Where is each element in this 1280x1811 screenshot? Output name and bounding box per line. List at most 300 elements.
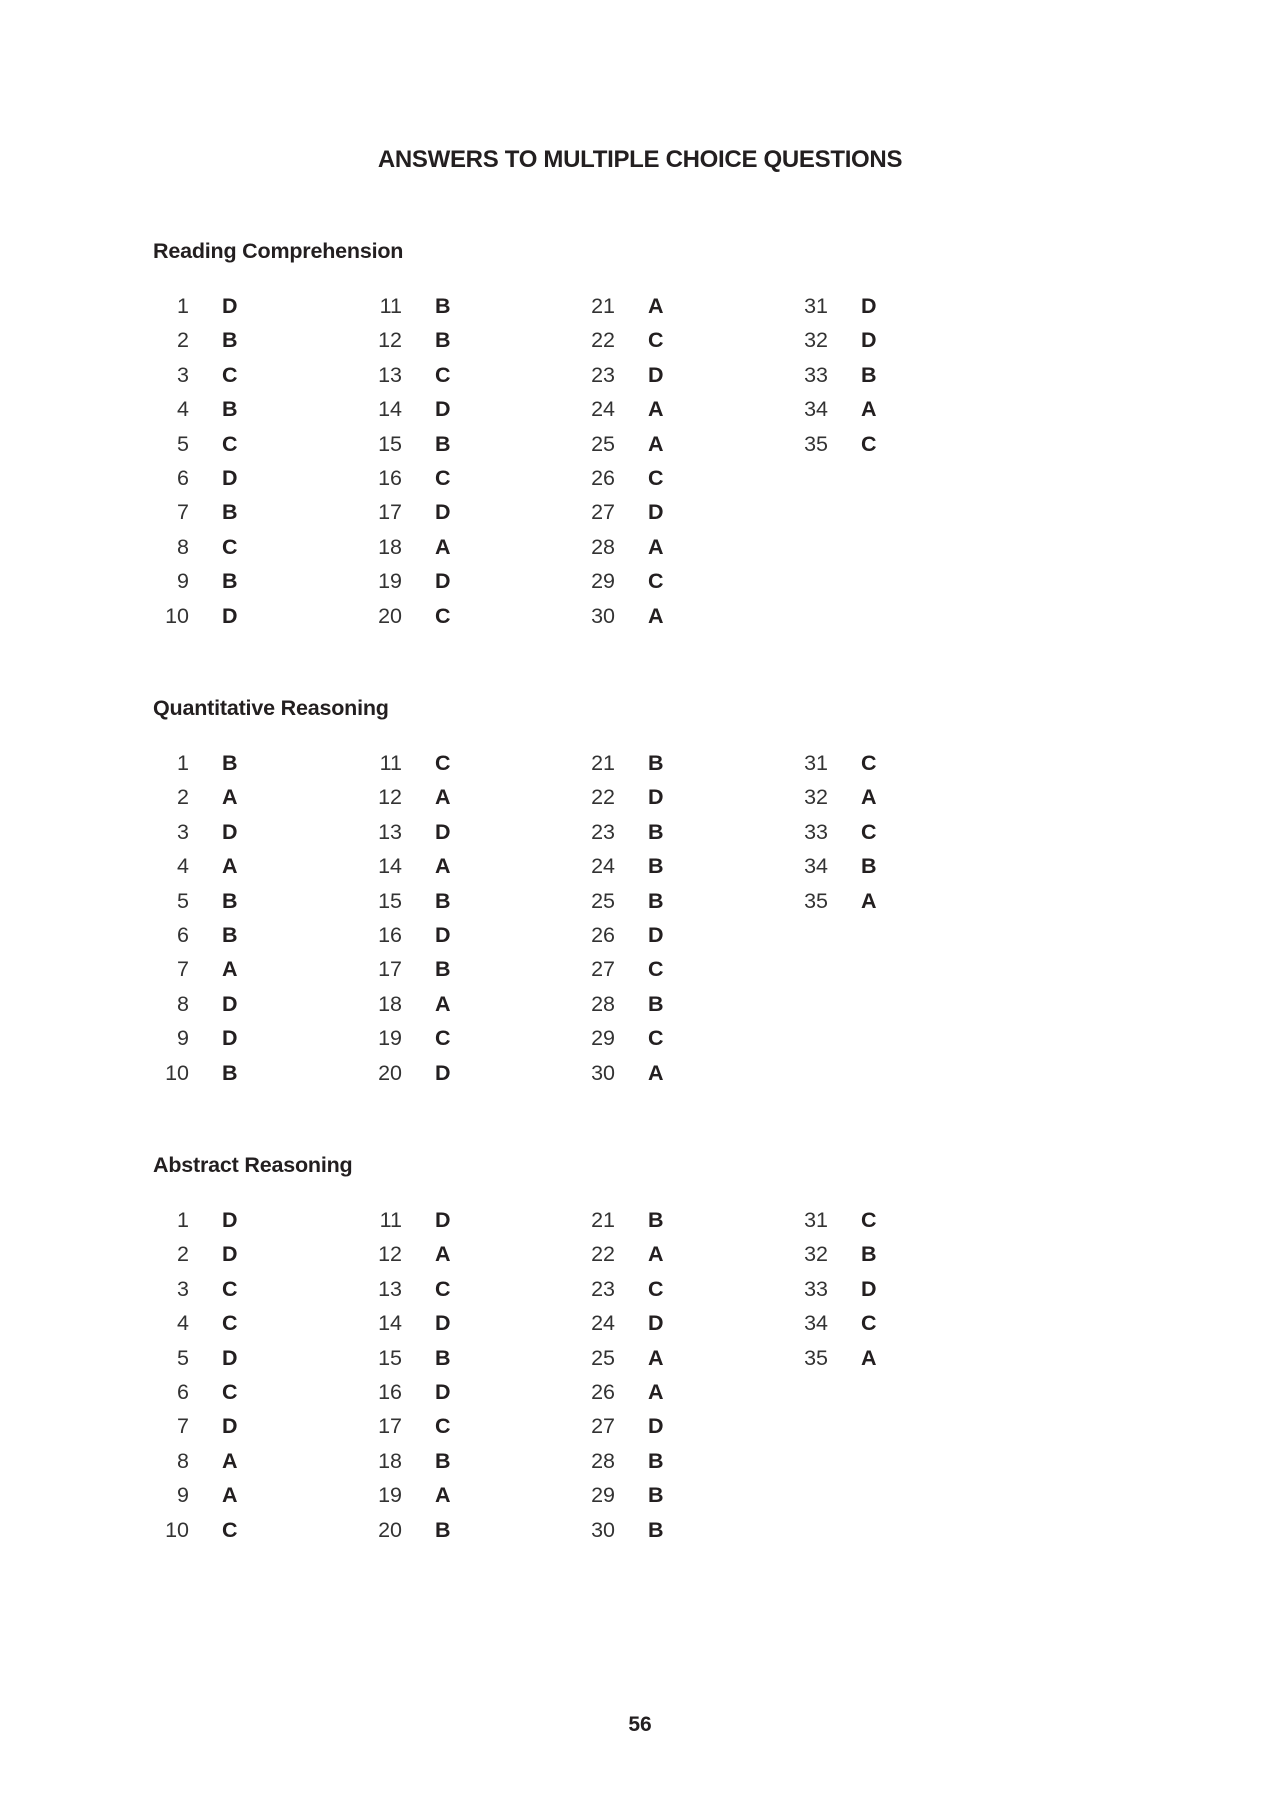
- answer-row: [153, 599, 273, 633]
- answer-row: [153, 495, 273, 529]
- question-number: 30: [591, 1517, 615, 1542]
- answer-letter: A: [222, 1483, 238, 1508]
- question-number: 27: [591, 1414, 615, 1439]
- answer-letter: B: [222, 500, 238, 525]
- answer-letter: C: [861, 819, 877, 844]
- answer-letter: D: [861, 1276, 877, 1301]
- question-number: 32: [804, 1242, 828, 1267]
- question-number: 5: [177, 888, 189, 913]
- answer-row: [579, 1341, 699, 1375]
- answer-letter: B: [435, 957, 451, 982]
- answer-letter: A: [435, 991, 451, 1016]
- answer-letter: B: [222, 328, 238, 353]
- answer-letter: A: [435, 854, 451, 879]
- answer-column: [579, 746, 699, 1090]
- answer-row: [153, 746, 273, 780]
- question-number: 12: [378, 328, 402, 353]
- answer-letter: C: [861, 751, 877, 775]
- answer-letter: B: [648, 1483, 664, 1508]
- answer-column: [792, 289, 912, 461]
- question-number: 35: [804, 888, 828, 913]
- question-number: 17: [378, 957, 402, 982]
- answer-letter: A: [435, 1242, 451, 1267]
- answer-letter: B: [861, 362, 877, 387]
- answer-row: [792, 780, 912, 814]
- answer-letter: B: [222, 922, 238, 947]
- question-number: 12: [378, 1242, 402, 1267]
- question-number: 17: [378, 500, 402, 525]
- question-number: 10: [165, 1060, 189, 1085]
- answer-row: [153, 564, 273, 598]
- answer-row: [366, 987, 486, 1021]
- answer-section: [153, 1150, 1153, 1542]
- answer-row: [366, 530, 486, 564]
- answer-letter: B: [648, 751, 664, 775]
- answer-letter: D: [222, 819, 238, 844]
- answer-row: [579, 1513, 699, 1547]
- answer-row: [153, 289, 273, 323]
- answer-row: [153, 952, 273, 986]
- question-number: 15: [378, 431, 402, 456]
- question-number: 3: [177, 362, 189, 387]
- question-number: 20: [378, 1060, 402, 1085]
- answer-letter: C: [435, 1026, 451, 1051]
- question-number: 33: [804, 1276, 828, 1301]
- answer-row: [579, 461, 699, 495]
- answer-letter: C: [222, 1311, 238, 1336]
- question-number: 6: [177, 465, 189, 490]
- answer-letter: C: [435, 465, 451, 490]
- answer-columns: [153, 289, 1153, 649]
- answer-row: [579, 884, 699, 918]
- answer-column: [153, 289, 273, 633]
- answer-row: [153, 1409, 273, 1443]
- answer-letter: A: [648, 1379, 664, 1404]
- answer-row: [366, 849, 486, 883]
- question-number: 23: [591, 819, 615, 844]
- answer-letter: D: [222, 1208, 238, 1232]
- answer-row: [153, 1237, 273, 1271]
- answer-row: [366, 746, 486, 780]
- answer-row: [792, 1272, 912, 1306]
- answer-row: [366, 495, 486, 529]
- answer-letter: C: [861, 1208, 877, 1232]
- question-number: 10: [165, 603, 189, 628]
- answer-letter: D: [435, 1060, 451, 1085]
- answer-row: [153, 987, 273, 1021]
- answer-row: [366, 815, 486, 849]
- question-number: 14: [378, 1311, 402, 1336]
- question-number: 5: [177, 431, 189, 456]
- answer-letter: C: [435, 1276, 451, 1301]
- answer-row: [153, 1306, 273, 1340]
- question-number: 9: [177, 1026, 189, 1051]
- answer-letter: C: [435, 603, 451, 628]
- question-number: 20: [378, 1517, 402, 1542]
- section-heading: Reading Comprehension: [153, 239, 404, 263]
- answer-letter: B: [435, 328, 451, 353]
- question-number: 10: [165, 1517, 189, 1542]
- question-number: 30: [591, 1060, 615, 1085]
- answer-letter: A: [222, 957, 238, 982]
- question-number: 26: [591, 465, 615, 490]
- answer-row: [366, 392, 486, 426]
- question-number: 35: [804, 431, 828, 456]
- answer-letter: D: [861, 294, 877, 318]
- question-number: 31: [804, 751, 828, 775]
- question-number: 18: [378, 534, 402, 559]
- question-number: 26: [591, 1379, 615, 1404]
- question-number: 31: [804, 1208, 828, 1232]
- answer-row: [579, 918, 699, 952]
- answer-row: [366, 952, 486, 986]
- question-number: 16: [378, 922, 402, 947]
- answer-row: [153, 427, 273, 461]
- answer-row: [579, 530, 699, 564]
- answer-row: [579, 1272, 699, 1306]
- answer-letter: B: [222, 569, 238, 594]
- answer-letter: B: [435, 888, 451, 913]
- answer-row: [579, 427, 699, 461]
- question-number: 6: [177, 922, 189, 947]
- answer-row: [153, 1056, 273, 1090]
- answer-letter: A: [648, 534, 664, 559]
- question-number: 32: [804, 785, 828, 810]
- question-number: 5: [177, 1345, 189, 1370]
- question-number: 23: [591, 1276, 615, 1301]
- question-number: 25: [591, 1345, 615, 1370]
- answer-row: [153, 1203, 273, 1237]
- answer-row: [579, 815, 699, 849]
- answer-letter: C: [648, 957, 664, 982]
- answer-letter: C: [435, 362, 451, 387]
- question-number: 3: [177, 1276, 189, 1301]
- answer-row: [153, 918, 273, 952]
- answer-letter: D: [435, 1208, 451, 1232]
- answer-letter: B: [861, 854, 877, 879]
- answer-letter: D: [861, 328, 877, 353]
- answer-letter: C: [435, 751, 451, 775]
- answer-letter: D: [222, 991, 238, 1016]
- answer-row: [579, 1021, 699, 1055]
- question-number: 1: [177, 1208, 189, 1232]
- answer-letter: D: [222, 465, 238, 490]
- answer-row: [366, 1513, 486, 1547]
- answer-letter: A: [861, 1345, 877, 1370]
- question-number: 22: [591, 328, 615, 353]
- answer-letter: D: [435, 922, 451, 947]
- answer-row: [153, 530, 273, 564]
- question-number: 21: [591, 751, 615, 775]
- answer-letter: C: [648, 569, 664, 594]
- answer-letter: B: [435, 294, 451, 318]
- answer-row: [366, 358, 486, 392]
- answer-letter: D: [648, 1414, 664, 1439]
- answer-row: [366, 1021, 486, 1055]
- answer-letter: A: [648, 397, 664, 422]
- answer-row: [579, 1478, 699, 1512]
- answer-row: [579, 1306, 699, 1340]
- answer-letter: D: [435, 1311, 451, 1336]
- answer-row: [579, 780, 699, 814]
- answer-columns: [153, 1203, 1153, 1563]
- answer-row: [366, 427, 486, 461]
- question-number: 20: [378, 603, 402, 628]
- section-heading: Quantitative Reasoning: [153, 696, 389, 720]
- answer-row: [366, 1306, 486, 1340]
- answer-row: [579, 564, 699, 598]
- answer-row: [579, 1444, 699, 1478]
- answer-row: [153, 358, 273, 392]
- question-number: 14: [378, 397, 402, 422]
- answer-row: [792, 884, 912, 918]
- answer-letter: B: [435, 1345, 451, 1370]
- answer-row: [579, 289, 699, 323]
- answer-row: [153, 461, 273, 495]
- answer-letter: B: [648, 1208, 664, 1232]
- question-number: 9: [177, 1483, 189, 1508]
- answer-letter: B: [222, 888, 238, 913]
- answer-letter: D: [648, 362, 664, 387]
- answer-row: [579, 849, 699, 883]
- question-number: 3: [177, 819, 189, 844]
- answer-row: [153, 1444, 273, 1478]
- question-number: 11: [379, 751, 402, 775]
- answer-row: [579, 358, 699, 392]
- question-number: 30: [591, 603, 615, 628]
- answer-letter: A: [435, 1483, 451, 1508]
- answer-row: [153, 780, 273, 814]
- question-number: 12: [378, 785, 402, 810]
- answer-row: [792, 849, 912, 883]
- question-number: 19: [378, 1483, 402, 1508]
- page-number: 56: [628, 1713, 652, 1736]
- question-number: 28: [591, 534, 615, 559]
- question-number: 2: [177, 1242, 189, 1267]
- question-number: 24: [591, 854, 615, 879]
- answer-letter: D: [222, 1026, 238, 1051]
- answer-row: [366, 1203, 486, 1237]
- answer-letter: B: [648, 854, 664, 879]
- answer-row: [792, 1237, 912, 1271]
- question-number: 8: [177, 1448, 189, 1473]
- question-number: 2: [177, 785, 189, 810]
- answer-row: [153, 1341, 273, 1375]
- answer-row: [792, 1306, 912, 1340]
- answer-letter: B: [861, 1242, 877, 1267]
- answer-row: [153, 1375, 273, 1409]
- answer-letter: C: [648, 465, 664, 490]
- question-number: 21: [591, 294, 615, 318]
- answer-row: [579, 1056, 699, 1090]
- answer-letter: B: [648, 1517, 664, 1542]
- answer-column: [366, 1203, 486, 1547]
- answer-letter: A: [648, 1060, 664, 1085]
- answer-row: [153, 849, 273, 883]
- question-number: 22: [591, 1242, 615, 1267]
- question-number: 22: [591, 785, 615, 810]
- question-number: 13: [378, 1276, 402, 1301]
- answer-column: [366, 746, 486, 1090]
- answer-row: [579, 952, 699, 986]
- answer-letter: D: [435, 500, 451, 525]
- answer-letter: A: [648, 1345, 664, 1370]
- answer-letter: A: [861, 397, 877, 422]
- answer-row: [366, 1375, 486, 1409]
- answer-letter: D: [435, 819, 451, 844]
- question-number: 35: [804, 1345, 828, 1370]
- answer-letter: B: [435, 1448, 451, 1473]
- answer-row: [153, 1021, 273, 1055]
- answer-row: [366, 1478, 486, 1512]
- answer-letter: A: [648, 1242, 664, 1267]
- answer-letter: D: [222, 294, 238, 318]
- question-number: 29: [591, 569, 615, 594]
- question-number: 7: [177, 500, 189, 525]
- question-number: 19: [378, 569, 402, 594]
- question-number: 8: [177, 534, 189, 559]
- question-number: 31: [804, 294, 828, 318]
- question-number: 26: [591, 922, 615, 947]
- answer-row: [579, 495, 699, 529]
- answer-section: [153, 693, 1153, 1085]
- question-number: 29: [591, 1026, 615, 1051]
- answer-letter: D: [648, 1311, 664, 1336]
- answer-row: [579, 987, 699, 1021]
- answer-columns: [153, 746, 1153, 1106]
- question-number: 24: [591, 1311, 615, 1336]
- question-number: 34: [804, 1311, 828, 1336]
- answer-letter: B: [435, 1517, 451, 1542]
- question-number: 4: [177, 1311, 189, 1336]
- answer-row: [579, 392, 699, 426]
- answer-row: [366, 884, 486, 918]
- answer-row: [792, 289, 912, 323]
- question-number: 7: [177, 1414, 189, 1439]
- question-number: 21: [591, 1208, 615, 1232]
- question-number: 25: [591, 888, 615, 913]
- answer-letter: B: [222, 751, 238, 775]
- answer-row: [153, 1513, 273, 1547]
- answer-letter: D: [435, 569, 451, 594]
- question-number: 18: [378, 1448, 402, 1473]
- answer-letter: D: [648, 785, 664, 810]
- answer-row: [366, 599, 486, 633]
- question-number: 18: [378, 991, 402, 1016]
- answer-column: [153, 1203, 273, 1547]
- answer-letter: A: [435, 785, 451, 810]
- answer-row: [792, 746, 912, 780]
- answer-letter: D: [222, 603, 238, 628]
- answer-row: [366, 1056, 486, 1090]
- question-number: 25: [591, 431, 615, 456]
- answer-row: [366, 289, 486, 323]
- question-number: 28: [591, 991, 615, 1016]
- answer-row: [792, 427, 912, 461]
- question-number: 32: [804, 328, 828, 353]
- answer-row: [366, 1444, 486, 1478]
- answer-row: [153, 392, 273, 426]
- answer-row: [153, 1272, 273, 1306]
- section-heading: Abstract Reasoning: [153, 1153, 353, 1177]
- answer-row: [792, 358, 912, 392]
- question-number: 24: [591, 397, 615, 422]
- answer-row: [153, 815, 273, 849]
- question-number: 13: [378, 362, 402, 387]
- answer-letter: A: [222, 1448, 238, 1473]
- answer-letter: C: [648, 328, 664, 353]
- answer-letter: A: [222, 854, 238, 879]
- answer-column: [153, 746, 273, 1090]
- question-number: 15: [378, 888, 402, 913]
- answer-row: [579, 323, 699, 357]
- answer-row: [792, 1341, 912, 1375]
- answer-row: [366, 1409, 486, 1443]
- answer-letter: A: [648, 294, 664, 318]
- answer-row: [792, 1203, 912, 1237]
- question-number: 11: [379, 294, 402, 318]
- answer-row: [579, 1409, 699, 1443]
- answer-column: [579, 1203, 699, 1547]
- answer-row: [366, 323, 486, 357]
- answer-column: [792, 746, 912, 918]
- answer-letter: D: [648, 922, 664, 947]
- answer-letter: C: [222, 362, 238, 387]
- question-number: 8: [177, 991, 189, 1016]
- answer-letter: D: [222, 1345, 238, 1370]
- answer-letter: C: [861, 431, 877, 456]
- answer-letter: C: [222, 1276, 238, 1301]
- answer-column: [579, 289, 699, 633]
- question-number: 17: [378, 1414, 402, 1439]
- answer-letter: B: [648, 991, 664, 1016]
- question-number: 19: [378, 1026, 402, 1051]
- answer-letter: C: [648, 1026, 664, 1051]
- page-title: ANSWERS TO MULTIPLE CHOICE QUESTIONS: [377, 146, 903, 173]
- question-number: 16: [378, 1379, 402, 1404]
- answer-letter: B: [222, 397, 238, 422]
- answer-letter: C: [648, 1276, 664, 1301]
- answer-row: [366, 1237, 486, 1271]
- answer-letter: C: [435, 1414, 451, 1439]
- question-number: 34: [804, 854, 828, 879]
- answer-column: [792, 1203, 912, 1375]
- answer-letter: D: [435, 1379, 451, 1404]
- question-number: 9: [177, 569, 189, 594]
- answer-letter: A: [648, 431, 664, 456]
- question-number: 14: [378, 854, 402, 879]
- question-number: 6: [177, 1379, 189, 1404]
- answer-letter: C: [222, 1379, 238, 1404]
- answer-row: [366, 780, 486, 814]
- question-number: 15: [378, 1345, 402, 1370]
- answer-letter: D: [222, 1242, 238, 1267]
- answer-letter: C: [222, 1517, 238, 1542]
- answer-letter: B: [648, 1448, 664, 1473]
- question-number: 16: [378, 465, 402, 490]
- answer-letter: C: [861, 1311, 877, 1336]
- question-number: 2: [177, 328, 189, 353]
- answer-row: [579, 599, 699, 633]
- question-number: 1: [177, 294, 189, 318]
- answer-row: [579, 1237, 699, 1271]
- answer-column: [366, 289, 486, 633]
- question-number: 13: [378, 819, 402, 844]
- answer-letter: C: [222, 534, 238, 559]
- answer-letter: A: [222, 785, 238, 810]
- question-number: 27: [591, 957, 615, 982]
- answer-letter: A: [435, 534, 451, 559]
